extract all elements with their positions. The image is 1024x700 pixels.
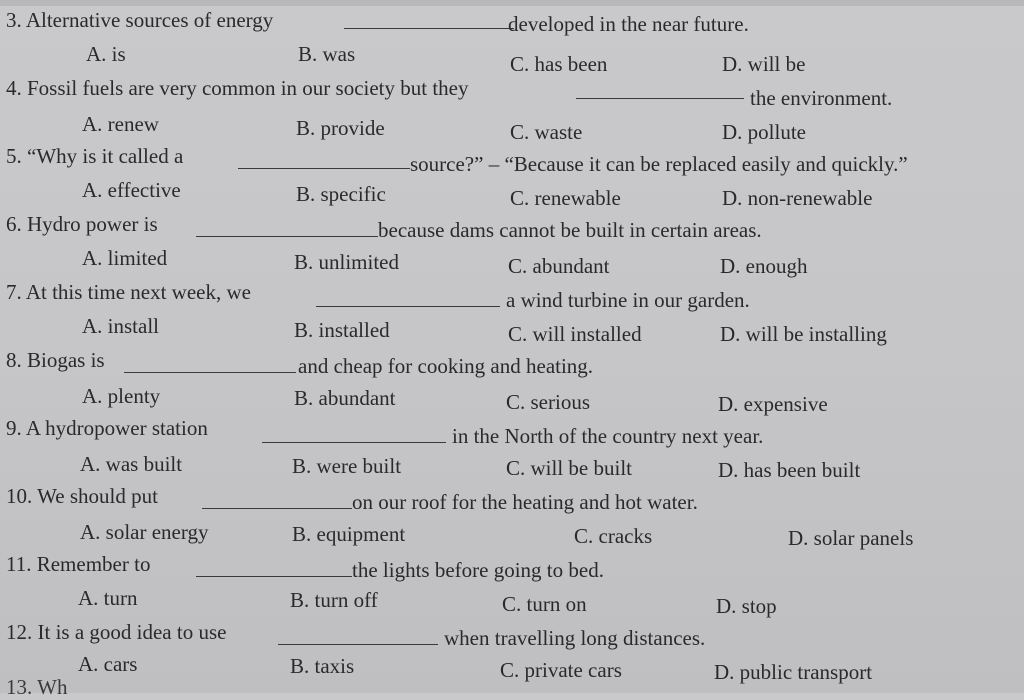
question-number: 10. bbox=[6, 484, 33, 508]
option-a[interactable]: A. renew bbox=[82, 112, 159, 136]
question-stem: Biogas is bbox=[27, 348, 105, 372]
question-continuation: the environment. bbox=[750, 86, 893, 110]
question-continuation: developed in the near future. bbox=[508, 12, 749, 36]
question-stem: A hydropower station bbox=[25, 416, 208, 440]
question-continuation: when travelling long distances. bbox=[444, 626, 706, 650]
options-10 bbox=[0, 518, 1024, 552]
option-a[interactable]: A. effective bbox=[82, 178, 181, 202]
question-number: 7. bbox=[6, 280, 22, 304]
option-b[interactable]: B. installed bbox=[294, 318, 390, 342]
answer-blank[interactable] bbox=[238, 150, 410, 169]
question-continuation: a wind turbine in our garden. bbox=[506, 288, 750, 312]
option-a[interactable]: A. was built bbox=[80, 452, 183, 476]
option-d[interactable]: D. pollute bbox=[722, 120, 806, 144]
option-b[interactable]: B. turn off bbox=[290, 588, 378, 612]
option-c[interactable]: C. turn on bbox=[502, 592, 587, 616]
option-b[interactable]: B. unlimited bbox=[294, 250, 399, 274]
option-c[interactable]: C. cracks bbox=[574, 524, 653, 548]
option-d[interactable]: D. non-renewable bbox=[722, 186, 873, 210]
question-number: 3. bbox=[6, 8, 22, 32]
question-continuation: on our roof for the heating and hot water. bbox=[352, 490, 698, 514]
answer-blank[interactable] bbox=[344, 10, 514, 29]
question-continuation: in the North of the country next year. bbox=[452, 424, 764, 448]
question-number: 8. bbox=[6, 348, 22, 372]
top-edge bbox=[0, 0, 1024, 6]
answer-blank[interactable] bbox=[576, 80, 744, 99]
option-a[interactable]: A. install bbox=[82, 314, 159, 338]
question-stem: We should put bbox=[37, 484, 158, 508]
question-9 bbox=[6, 416, 1016, 450]
option-c[interactable]: C. will be built bbox=[506, 456, 632, 480]
answer-blank[interactable] bbox=[278, 626, 438, 645]
option-a[interactable]: A. plenty bbox=[82, 384, 161, 408]
question-stem: “Why is it called a bbox=[27, 144, 184, 168]
options-3 bbox=[0, 42, 1024, 76]
question-continuation: because dams cannot be built in certain areas. bbox=[378, 218, 762, 242]
option-a[interactable]: A. turn bbox=[78, 586, 138, 610]
question-number: 11. bbox=[6, 552, 32, 576]
question-number: 9. bbox=[6, 416, 22, 440]
option-c[interactable]: C. serious bbox=[506, 390, 590, 414]
options-7 bbox=[0, 314, 1024, 348]
question-11 bbox=[6, 552, 1016, 586]
question-stem: Hydro power is bbox=[27, 212, 158, 236]
options-5 bbox=[0, 178, 1024, 212]
question-stem: Fossil fuels are very common in our society but they bbox=[27, 76, 469, 100]
option-a[interactable]: A. limited bbox=[82, 246, 168, 270]
options-11 bbox=[0, 586, 1024, 620]
option-b[interactable]: B. taxis bbox=[290, 654, 355, 678]
question-number: 5. bbox=[6, 144, 22, 168]
question-number: 12. bbox=[6, 620, 33, 644]
option-a[interactable]: A. solar energy bbox=[80, 520, 209, 544]
question-7 bbox=[6, 280, 1016, 314]
option-d[interactable]: D. stop bbox=[716, 594, 777, 618]
answer-blank[interactable] bbox=[262, 424, 446, 443]
option-c[interactable]: C. abundant bbox=[508, 254, 610, 278]
question-stem: Remember to bbox=[36, 552, 151, 576]
question-number: 6. bbox=[6, 212, 22, 236]
option-d[interactable]: D. expensive bbox=[718, 392, 828, 416]
answer-blank[interactable] bbox=[196, 558, 352, 577]
options-12 bbox=[0, 652, 1024, 686]
question-stem: At this time next week, we bbox=[25, 280, 251, 304]
answer-blank[interactable] bbox=[196, 218, 378, 237]
options-6 bbox=[0, 246, 1024, 280]
question-continuation: the lights before going to bed. bbox=[352, 558, 604, 582]
options-4 bbox=[0, 112, 1024, 146]
option-b[interactable]: B. abundant bbox=[294, 386, 396, 410]
question-continuation: and cheap for cooking and heating. bbox=[298, 354, 594, 378]
question-number: 4. bbox=[6, 76, 22, 100]
option-d[interactable]: D. has been built bbox=[718, 458, 861, 482]
option-b[interactable]: B. specific bbox=[296, 182, 386, 206]
option-b[interactable]: B. was bbox=[298, 42, 356, 66]
option-c[interactable]: C. has been bbox=[510, 52, 608, 76]
question-8 bbox=[6, 348, 1016, 382]
options-9 bbox=[0, 452, 1024, 486]
question-3 bbox=[6, 8, 1016, 42]
option-b[interactable]: B. were built bbox=[292, 454, 402, 478]
option-b[interactable]: B. provide bbox=[296, 116, 385, 140]
option-d[interactable]: D. public transport bbox=[714, 660, 873, 684]
option-d[interactable]: D. will be installing bbox=[720, 322, 887, 346]
answer-blank[interactable] bbox=[124, 354, 296, 373]
option-d[interactable]: D. solar panels bbox=[788, 526, 914, 550]
option-c[interactable]: C. waste bbox=[510, 120, 583, 144]
option-a[interactable]: A. cars bbox=[78, 652, 138, 676]
question-10 bbox=[6, 484, 1016, 518]
question-12 bbox=[6, 620, 1016, 654]
question-continuation: source?” – “Because it can be replaced easily and quickly.” bbox=[410, 152, 908, 176]
options-8 bbox=[0, 384, 1024, 418]
option-c[interactable]: C. private cars bbox=[500, 658, 622, 682]
option-c[interactable]: C. renewable bbox=[510, 186, 621, 210]
question-4 bbox=[6, 76, 1016, 110]
option-a[interactable]: A. is bbox=[86, 42, 126, 66]
question-5 bbox=[6, 144, 1016, 178]
answer-blank[interactable] bbox=[202, 490, 352, 509]
cutoff-question-text: 13. Wh bbox=[6, 675, 68, 699]
option-b[interactable]: B. equipment bbox=[292, 522, 406, 546]
question-stem: It is a good idea to use bbox=[37, 620, 227, 644]
option-d[interactable]: D. enough bbox=[720, 254, 808, 278]
option-c[interactable]: C. will installed bbox=[508, 322, 642, 346]
question-stem: Alternative sources of energy bbox=[25, 8, 274, 32]
answer-blank[interactable] bbox=[316, 288, 500, 307]
question-6 bbox=[6, 212, 1016, 246]
option-d[interactable]: D. will be bbox=[722, 52, 806, 76]
